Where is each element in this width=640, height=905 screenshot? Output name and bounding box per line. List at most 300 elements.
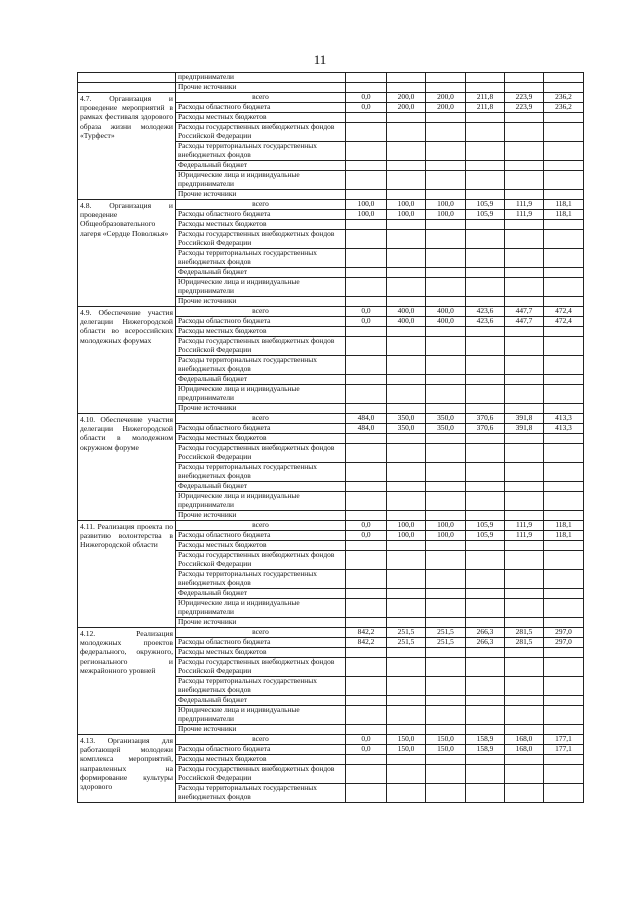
value-cell [505,220,544,230]
value-cell: 200,0 [387,103,426,113]
funding-source-label: Прочие источники [176,618,346,628]
value-cell [505,784,544,803]
value-cell [544,337,584,356]
value-cell: 105,9 [466,521,505,531]
value-cell [466,434,505,444]
value-cell [387,463,426,482]
value-cell: 413,3 [544,424,584,434]
section-title-cell [78,521,176,628]
budget-table [77,72,584,803]
value-cell [466,171,505,190]
funding-source-label: Расходы государственных внебюджетных фондов Российской Федерации [176,123,346,142]
value-cell [426,171,466,190]
value-cell [346,658,387,677]
funding-source-label: Прочие источники [176,190,346,200]
value-cell [387,113,426,123]
funding-source-label: Расходы местных бюджетов [176,434,346,444]
value-cell: 0,0 [346,735,387,745]
funding-source-label: Расходы государственных внебюджетных фондов Российской Федерации [176,551,346,570]
value-cell [466,706,505,725]
funding-source-label: Федеральный бюджет [176,482,346,492]
value-cell [346,161,387,171]
value-cell [544,589,584,599]
value-cell [426,375,466,385]
value-cell [466,268,505,278]
value-cell [466,658,505,677]
value-cell [346,356,387,375]
value-cell: 211,8 [466,93,505,103]
value-cell [466,404,505,414]
value-cell [505,570,544,589]
funding-source-label: Расходы областного бюджета [176,531,346,541]
value-cell [466,113,505,123]
value-cell: 400,0 [426,307,466,317]
value-cell: 150,0 [387,745,426,755]
value-cell [505,123,544,142]
funding-source-label: Юридические лица и индивидуальные предприниматели [176,599,346,618]
value-cell [544,463,584,482]
value-cell [387,618,426,628]
value-cell [426,492,466,511]
value-cell [387,375,426,385]
value-cell: 118,1 [544,531,584,541]
value-cell [346,570,387,589]
value-cell [387,230,426,249]
value-cell [346,73,387,83]
value-cell [544,142,584,161]
value-cell [346,297,387,307]
value-cell [544,511,584,521]
value-cell: 105,9 [466,210,505,220]
section-title: Организация и проведение Общеобразовательного лагеря «Сердце Поволжья» [80,201,173,238]
value-cell [544,327,584,337]
funding-source-label: Расходы территориальных государственных внебюджетных фондов [176,142,346,161]
value-cell [544,765,584,784]
value-cell: 105,9 [466,531,505,541]
value-cell [505,482,544,492]
value-cell: 350,0 [426,414,466,424]
value-cell [426,249,466,268]
funding-source-label: Расходы территориальных государственных внебюджетных фондов [176,570,346,589]
value-cell [346,385,387,404]
funding-source-label: Прочие источники [176,404,346,414]
value-cell [505,268,544,278]
value-cell [387,570,426,589]
value-cell [426,297,466,307]
value-cell [466,511,505,521]
value-cell [544,434,584,444]
value-cell: 447,7 [505,317,544,327]
section-title-cell [78,307,176,414]
value-cell [505,385,544,404]
value-cell [426,541,466,551]
value-cell [426,161,466,171]
value-cell [466,249,505,268]
value-cell [387,696,426,706]
table-row [78,414,584,424]
value-cell: 297,0 [544,638,584,648]
value-cell: 297,0 [544,628,584,638]
value-cell [505,648,544,658]
value-cell [387,784,426,803]
value-cell [505,337,544,356]
value-cell [544,249,584,268]
funding-source-label: Расходы областного бюджета [176,103,346,113]
value-cell [387,123,426,142]
funding-source-label: Юридические лица и индивидуальные предприниматели [176,278,346,297]
value-cell [426,434,466,444]
value-cell [426,142,466,161]
table-row [78,521,584,531]
value-cell: 0,0 [346,103,387,113]
value-cell: 100,0 [426,210,466,220]
value-cell: 281,5 [505,628,544,638]
value-cell [426,404,466,414]
value-cell [505,171,544,190]
value-cell: 0,0 [346,531,387,541]
funding-source-label: Расходы местных бюджетов [176,113,346,123]
value-cell [544,725,584,735]
value-cell [387,220,426,230]
value-cell [346,327,387,337]
value-cell [346,725,387,735]
value-cell: 236,2 [544,93,584,103]
value-cell [426,230,466,249]
section-code: 4.10. [80,415,96,424]
value-cell [544,190,584,200]
value-cell [544,278,584,297]
value-cell: 200,0 [387,93,426,103]
section-name-cell [78,73,176,83]
value-cell [426,337,466,356]
value-cell [505,404,544,414]
value-cell: 111,9 [505,531,544,541]
value-cell [466,618,505,628]
value-cell [544,541,584,551]
value-cell: 266,3 [466,628,505,638]
value-cell: 118,1 [544,200,584,210]
value-cell [387,249,426,268]
value-cell [426,755,466,765]
value-cell [505,541,544,551]
funding-source-label: Прочие источники [176,511,346,521]
value-cell [505,706,544,725]
value-cell [466,142,505,161]
value-cell: 150,0 [426,735,466,745]
funding-source-label: Расходы местных бюджетов [176,648,346,658]
value-cell [466,541,505,551]
value-cell [346,677,387,696]
value-cell [346,404,387,414]
funding-source-label: Расходы местных бюджетов [176,541,346,551]
value-cell [426,765,466,784]
funding-source-label: всего [176,414,346,424]
value-cell [505,677,544,696]
table-row [78,73,584,83]
value-cell [346,599,387,618]
value-cell [466,463,505,482]
value-cell [544,599,584,618]
value-cell [544,677,584,696]
value-cell: 251,5 [426,628,466,638]
section-title-cell [78,200,176,307]
funding-source-label: Юридические лица и индивидуальные предприниматели [176,492,346,511]
value-cell [346,190,387,200]
value-cell [505,618,544,628]
table-row [78,307,584,317]
funding-source-label: Расходы территориальных государственных внебюджетных фондов [176,356,346,375]
value-cell: 177,1 [544,745,584,755]
value-cell [387,161,426,171]
value-cell [466,765,505,784]
value-cell: 100,0 [387,200,426,210]
value-cell [544,161,584,171]
value-cell: 118,1 [544,521,584,531]
section-code: 4.12. [80,629,96,638]
value-cell: 150,0 [426,745,466,755]
value-cell: 251,5 [387,638,426,648]
value-cell [426,706,466,725]
value-cell [426,327,466,337]
value-cell [466,297,505,307]
value-cell [426,123,466,142]
value-cell [426,73,466,83]
value-cell [466,599,505,618]
value-cell [346,123,387,142]
value-cell [346,142,387,161]
section-title: Обеспечение участия делегации Нижегородской области в молодежном окружном форуме [80,415,173,452]
value-cell [466,161,505,171]
section-title: Реализация молодежных проектов федерального, окружного, регионального и межрайонного уровней [80,629,173,675]
value-cell: 100,0 [346,210,387,220]
value-cell [466,327,505,337]
value-cell [426,589,466,599]
funding-source-label: Расходы государственных внебюджетных фондов Российской Федерации [176,658,346,677]
table-row [78,200,584,210]
value-cell [466,570,505,589]
funding-source-label: всего [176,628,346,638]
value-cell [505,755,544,765]
value-cell: 266,3 [466,638,505,648]
value-cell: 472,4 [544,307,584,317]
funding-source-label: Прочие источники [176,297,346,307]
value-cell [544,230,584,249]
section-title-cell [78,628,176,735]
value-cell [346,434,387,444]
value-cell [346,230,387,249]
value-cell: 391,8 [505,414,544,424]
table-row [78,628,584,638]
value-cell [466,83,505,93]
funding-source-label: Расходы местных бюджетов [176,327,346,337]
value-cell [426,268,466,278]
section-title: Обеспечение участия делегации Нижегородской области во всероссийских молодежных форумах [80,308,173,345]
value-cell: 251,5 [426,638,466,648]
value-cell [466,648,505,658]
value-cell [466,696,505,706]
funding-source-label: Федеральный бюджет [176,589,346,599]
section-code: 4.9. [80,308,92,317]
value-cell [544,268,584,278]
value-cell [387,541,426,551]
value-cell [466,725,505,735]
value-cell [544,220,584,230]
value-cell [346,375,387,385]
value-cell [505,551,544,570]
value-cell: 111,9 [505,200,544,210]
section-title: Организация и проведение мероприятий в рамках фестиваля здорового образа жизни молодежи «Турфест» [80,94,173,140]
funding-source-label: всего [176,307,346,317]
value-cell: 370,6 [466,424,505,434]
value-cell [505,658,544,677]
value-cell: 100,0 [346,200,387,210]
table-row [78,93,584,103]
value-cell [544,113,584,123]
value-cell [346,83,387,93]
value-cell [387,337,426,356]
section-code: 4.13. [80,736,96,745]
value-cell [505,190,544,200]
value-cell [387,755,426,765]
value-cell [346,249,387,268]
value-cell [387,589,426,599]
value-cell: 413,3 [544,414,584,424]
value-cell: 200,0 [426,103,466,113]
value-cell [544,696,584,706]
value-cell: 484,0 [346,424,387,434]
value-cell [387,511,426,521]
value-cell [346,278,387,297]
section-title-cell [78,735,176,803]
funding-source-label: Прочие источники [176,83,346,93]
value-cell: 100,0 [426,531,466,541]
value-cell [426,83,466,93]
value-cell: 447,7 [505,307,544,317]
value-cell: 0,0 [346,317,387,327]
value-cell: 0,0 [346,521,387,531]
value-cell: 391,8 [505,424,544,434]
value-cell [505,589,544,599]
table-body [78,73,584,803]
value-cell [505,83,544,93]
value-cell [544,618,584,628]
funding-source-label: Расходы государственных внебюджетных фондов Российской Федерации [176,337,346,356]
value-cell [387,434,426,444]
section-title-cell [78,414,176,521]
value-cell: 100,0 [387,521,426,531]
funding-source-label: Федеральный бюджет [176,375,346,385]
value-cell [466,677,505,696]
value-cell: 111,9 [505,521,544,531]
value-cell [426,444,466,463]
value-cell [505,463,544,482]
value-cell [346,618,387,628]
funding-source-label: всего [176,521,346,531]
value-cell: 158,9 [466,745,505,755]
funding-source-label: Прочие источники [176,725,346,735]
value-cell [544,648,584,658]
value-cell [505,696,544,706]
value-cell [505,511,544,521]
value-cell [346,113,387,123]
funding-source-label: Юридические лица и индивидуальные предприниматели [176,706,346,725]
value-cell [466,337,505,356]
value-cell [426,648,466,658]
value-cell [387,190,426,200]
value-cell [426,113,466,123]
value-cell [426,599,466,618]
funding-source-label: Федеральный бюджет [176,696,346,706]
value-cell [544,492,584,511]
funding-source-label: всего [176,93,346,103]
table-row [78,83,584,93]
value-cell [544,385,584,404]
value-cell [426,463,466,482]
value-cell [505,327,544,337]
value-cell [346,765,387,784]
value-cell: 236,2 [544,103,584,113]
section-title: Реализация проекта по развитию волонтерства в Нижегородской области [80,522,173,550]
value-cell [544,784,584,803]
value-cell [346,220,387,230]
value-cell: 158,9 [466,735,505,745]
value-cell [426,725,466,735]
value-cell [544,658,584,677]
value-cell [426,570,466,589]
page-number: 11 [313,52,327,67]
value-cell [387,356,426,375]
value-cell [505,297,544,307]
value-cell: 100,0 [426,200,466,210]
funding-source-label: Расходы государственных внебюджетных фондов Российской Федерации [176,765,346,784]
value-cell [387,83,426,93]
value-cell [387,492,426,511]
value-cell [346,755,387,765]
value-cell: 168,0 [505,745,544,755]
value-cell [544,706,584,725]
value-cell [544,482,584,492]
value-cell [346,589,387,599]
value-cell [387,599,426,618]
value-cell [544,123,584,142]
value-cell [544,83,584,93]
value-cell [426,190,466,200]
funding-source-label: Расходы территориальных государственных внебюджетных фондов [176,784,346,803]
value-cell: 0,0 [346,745,387,755]
value-cell: 177,1 [544,735,584,745]
value-cell: 105,9 [466,200,505,210]
value-cell: 472,4 [544,317,584,327]
value-cell [466,492,505,511]
value-cell: 168,0 [505,735,544,745]
value-cell [346,268,387,278]
value-cell [387,677,426,696]
value-cell [387,551,426,570]
value-cell: 350,0 [426,424,466,434]
value-cell [505,765,544,784]
value-cell [426,677,466,696]
value-cell [387,385,426,404]
funding-source-label: всего [176,200,346,210]
value-cell: 484,0 [346,414,387,424]
value-cell [387,706,426,725]
funding-source-label: Расходы государственных внебюджетных фондов Российской Федерации [176,444,346,463]
value-cell [505,444,544,463]
value-cell [544,297,584,307]
value-cell [346,171,387,190]
value-cell [505,492,544,511]
value-cell: 842,2 [346,628,387,638]
